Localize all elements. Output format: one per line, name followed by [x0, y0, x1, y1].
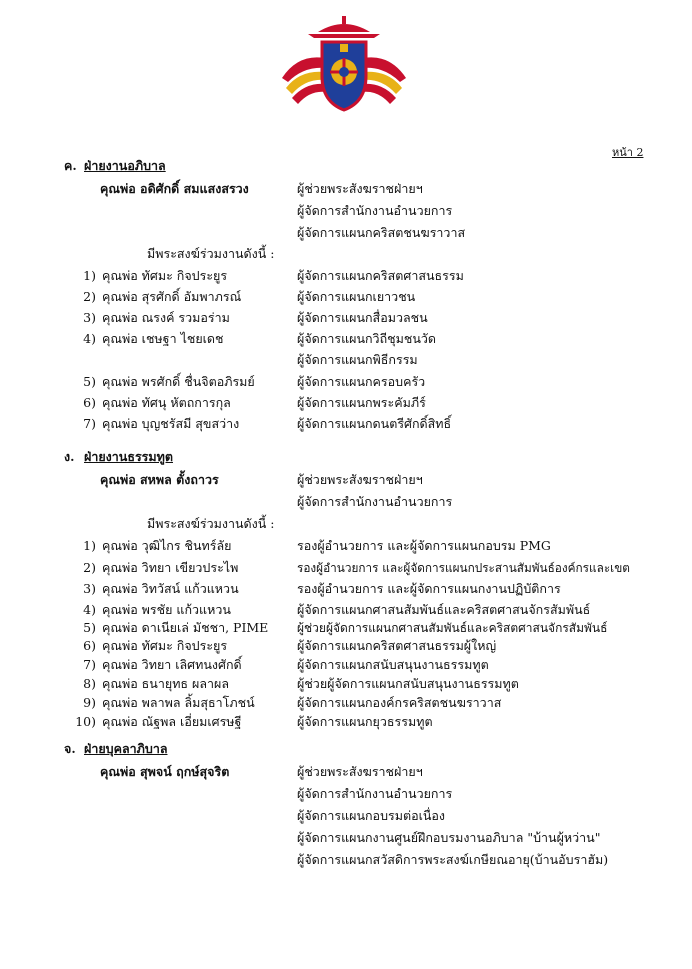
- member-number: 3): [83, 310, 96, 325]
- head-role: ผู้ช่วยพระสังฆราชฝ่ายฯ: [297, 181, 423, 196]
- member-name: คุณพ่อ ทัศนุ หัตถการกุล: [102, 395, 231, 410]
- member-role: ผู้จัดการแผนกเยาวชน: [297, 289, 416, 304]
- member-number: 7): [83, 657, 96, 672]
- member-number: 6): [83, 395, 96, 410]
- member-name: คุณพ่อ เชษฐา ไชยเดช: [102, 331, 224, 346]
- section-letter: ค.: [64, 158, 77, 173]
- member-role: รองผู้อำนวยการ และผู้จัดการแผนกประสานสัมพันธ์องค์กรและเขต: [297, 561, 630, 575]
- member-role: ผู้จัดการแผนกศาสนสัมพันธ์และคริสตศาสนจักรสัมพันธ์: [297, 602, 591, 617]
- member-number: 2): [83, 289, 96, 304]
- member-role: ผู้จัดการแผนกยุวธรรมทูต: [297, 714, 433, 729]
- member-role: ผู้จัดการแผนกพระคัมภีร์: [297, 395, 426, 410]
- section-head-name: คุณพ่อ สหพล ตั้งถาวร: [100, 472, 219, 487]
- member-number: 5): [83, 374, 96, 389]
- member-name: คุณพ่อ พลาพล ลิ้มสุธาโภชน์: [102, 695, 255, 710]
- member-role: ผู้จัดการแผนกวิถีชุมชนวัด: [297, 331, 437, 346]
- member-name: คุณพ่อ วิทวัสน์ แก้วแหวน: [102, 581, 239, 596]
- head-role: ผู้ช่วยพระสังฆราชฝ่ายฯ: [297, 472, 423, 487]
- members-intro: มีพระสงฆ์ร่วมงานดังนี้ :: [147, 516, 275, 531]
- diocese-emblem: [278, 14, 410, 114]
- member-number: 3): [83, 581, 96, 596]
- member-role: ผู้ช่วยผู้จัดการแผนกสนับสนุนงานธรรมทูต: [297, 676, 519, 691]
- member-name: คุณพ่อ วิทยา เลิศทนงศักดิ์: [102, 657, 242, 672]
- member-name: คุณพ่อ บุญชรัสมี สุขสว่าง: [102, 416, 240, 431]
- member-number: 8): [83, 676, 96, 691]
- member-name: คุณพ่อ วุฒิไกร ชินทร์ลัย: [102, 538, 232, 553]
- member-number: 1): [83, 268, 96, 283]
- member-name: คุณพ่อ พรชัย แก้วแหวน: [102, 602, 231, 617]
- section-title: ฝ่ายงานธรรมทูต: [84, 449, 173, 464]
- head-role: ผู้จัดการสำนักงานอำนวยการ: [297, 786, 453, 801]
- section-title: ฝ่ายงานอภิบาล: [84, 158, 166, 173]
- member-number: 4): [83, 602, 96, 617]
- member-name: คุณพ่อ ธนายุทธ ผลาผล: [102, 676, 230, 691]
- page-number: หน้า 2: [612, 146, 644, 159]
- member-number: 4): [83, 331, 96, 346]
- member-name: คุณพ่อ สุรศักดิ์ อัมพาภรณ์: [102, 289, 242, 304]
- member-number: 5): [83, 620, 96, 635]
- member-role: รองผู้อำนวยการ และผู้จัดการแผนกงานปฏิบัติการ: [297, 581, 561, 596]
- section-head-name: คุณพ่อ สุพจน์ ฤกษ์สุจริต: [100, 764, 230, 779]
- member-role: รองผู้อำนวยการ และผู้จัดการแผนกอบรม PMG: [297, 538, 551, 553]
- head-role: ผู้จัดการสำนักงานอำนวยการ: [297, 494, 453, 509]
- member-role: ผู้จัดการแผนกสนับสนุนงานธรรมทูต: [297, 657, 489, 672]
- head-role: ผู้จัดการแผนกสวัสดิการพระสงฆ์เกษียณอายุ(บ้านอับราฮัม): [297, 852, 609, 867]
- head-role: ผู้จัดการสำนักงานอำนวยการ: [297, 203, 453, 218]
- section-letter: ง.: [64, 449, 75, 464]
- member-name: คุณพ่อ ทัศมะ กิจประยูร: [102, 638, 228, 653]
- head-role: ผู้จัดการแผนกอบรมต่อเนื่อง: [297, 808, 446, 823]
- member-role: ผู้จัดการแผนกครอบครัว: [297, 374, 426, 389]
- member-role: ผู้จัดการแผนกดนตรีศักดิ์สิทธิ์: [297, 416, 452, 431]
- member-number: 6): [83, 638, 96, 653]
- member-name: คุณพ่อ วิทยา เขียวประไพ: [102, 560, 239, 575]
- member-name: คุณพ่อ ดาเนียเล่ มัชชา, PIME: [102, 620, 269, 635]
- member-role: ผู้จัดการแผนกคริสตศาสนธรรมผู้ใหญ่: [297, 638, 497, 653]
- head-role: ผู้จัดการแผนกคริสตชนฆราวาส: [297, 225, 466, 240]
- member-number: 10): [75, 714, 96, 729]
- members-intro: มีพระสงฆ์ร่วมงานดังนี้ :: [147, 246, 275, 261]
- section-letter: จ.: [64, 741, 76, 756]
- member-role: ผู้จัดการแผนกองค์กรคริสตชนฆราวาส: [297, 695, 502, 710]
- head-role: ผู้จัดการแผนกงานศูนย์ฝึกอบรมงานอภิบาล "บ้านผู้หว่าน": [297, 830, 601, 845]
- member-name: คุณพ่อ ณรงค์ รวมอร่าม: [102, 310, 230, 325]
- member-name: คุณพ่อ พรศักดิ์ ชื่นจิตอภิรมย์: [102, 374, 255, 389]
- member-role: ผู้จัดการแผนกสื่อมวลชน: [297, 310, 428, 325]
- member-number: 2): [83, 560, 96, 575]
- member-name: คุณพ่อ ทัศมะ กิจประยูร: [102, 268, 228, 283]
- section-title: ฝ่ายบุคลาภิบาล: [84, 741, 168, 756]
- member-role: ผู้ช่วยผู้จัดการแผนกศาสนสัมพันธ์และคริสตศาสนจักรสัมพันธ์: [297, 621, 608, 635]
- member-number: 9): [83, 695, 96, 710]
- section-head-name: คุณพ่อ อดิศักดิ์ สมแสงสรวง: [100, 181, 249, 196]
- member-role: ผู้จัดการแผนกคริสตศาสนธรรม: [297, 268, 464, 283]
- member-name: คุณพ่อ ณัฐพล เอี่ยมเศรษฐี: [102, 714, 242, 729]
- head-role: ผู้ช่วยพระสังฆราชฝ่ายฯ: [297, 764, 423, 779]
- member-number: 7): [83, 416, 96, 431]
- member-number: 1): [83, 538, 96, 553]
- member-role: ผู้จัดการแผนกพิธีกรรม: [297, 352, 418, 367]
